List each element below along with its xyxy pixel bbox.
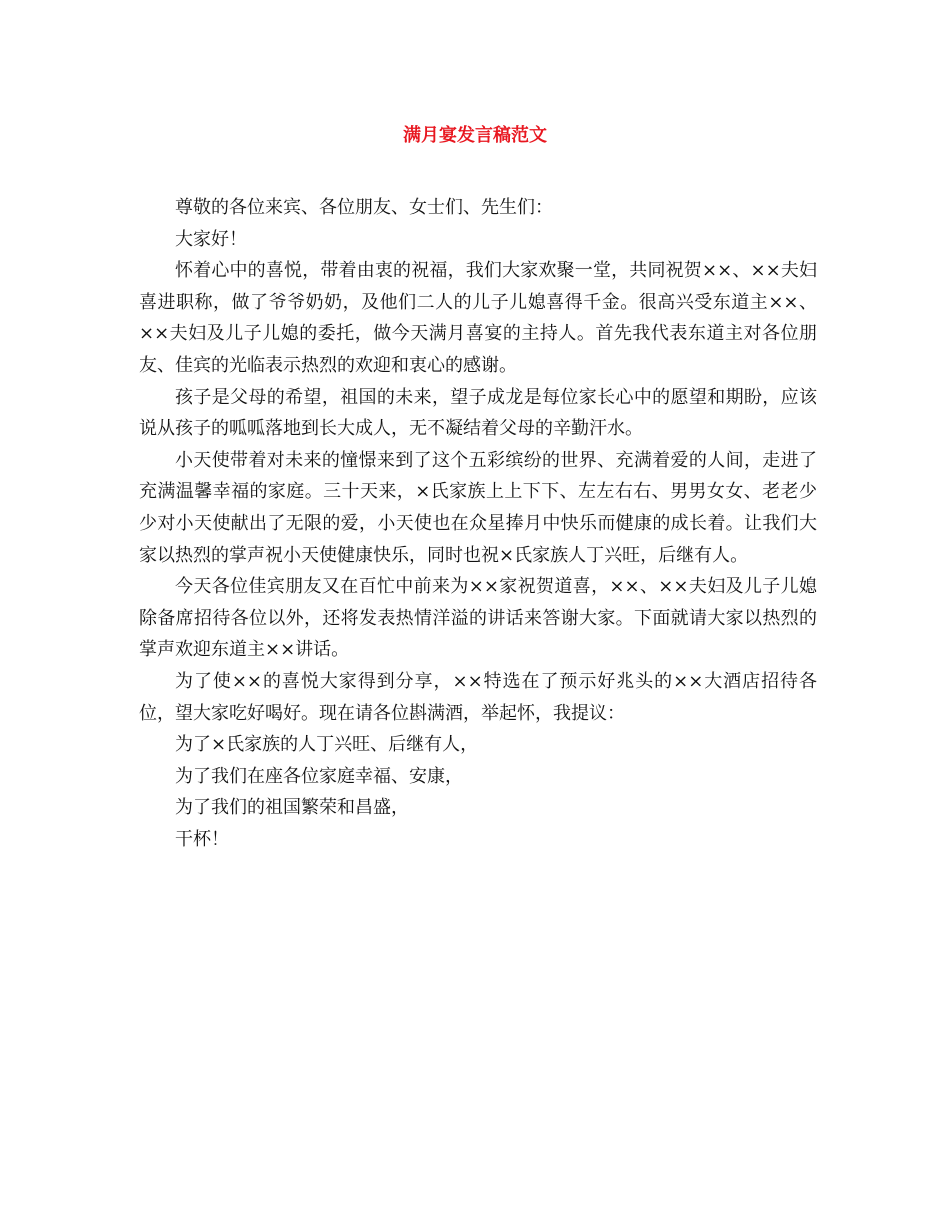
document-body [139,192,817,855]
toast-line: 为了我们的祖国繁荣和昌盛， [175,797,409,819]
salutation: 尊敬的各位来宾、各位朋友、女士们、先生们： [175,197,553,218]
toast-line: 为了×氏家族的人丁兴旺、后继有人， [175,734,479,756]
paragraph: 今天各位佳宾朋友又在百忙中前来为××家祝贺道喜，××、××夫妇及儿子儿媳除备席招待各位以外，还将发表热情洋溢的讲话来答谢大家。下面就请大家以热烈的掌声欢迎东道主××讲话。 [139,576,817,661]
toast-closing: 干杯！ [175,828,229,850]
toast-line: 为了我们在座各位家庭幸福、安康， [175,765,463,787]
paragraph: 孩子是父母的希望，祖国的未来，望子成龙是每位家长心中的愿望和期盼，应该说从孩子的呱呱落地到长大成人，无不凝结着父母的辛勤汗水。 [139,386,817,440]
document-title: 满月宴发言稿范文 [403,125,547,146]
paragraph: 小天使带着对未来的憧憬来到了这个五彩缤纷的世界、充满着爱的人间，走进了充满温馨幸福的家庭。三十天来，×氏家族上上下下、左左右右、男男女女、老老少少对小天使献出了无限的爱，小天使也在众星捧月中快乐而健康的成长着。让我们大家以热烈的掌声祝小天使健康快乐，同时也祝×氏家族人丁兴旺，后继有人。 [139,449,817,566]
paragraph: 为了使××的喜悦大家得到分享，××特选在了预示好兆头的××大酒店招待各位，望大家吃好喝好。现在请各位斟满酒，举起怀，我提议： [139,670,817,724]
paragraph: 怀着心中的喜悦，带着由衷的祝福，我们大家欢聚一堂，共同祝贺××、××夫妇喜进职称，做了爷爷奶奶，及他们二人的儿子儿媳喜得千金。很高兴受东道主××、××夫妇及儿子儿媳的委托，做今天满月喜宴的主持人。首先我代表东道主对各位朋友、佳宾的光临表示热烈的欢迎和衷心的感谢。 [139,260,817,376]
greeting: 大家好！ [175,228,247,250]
